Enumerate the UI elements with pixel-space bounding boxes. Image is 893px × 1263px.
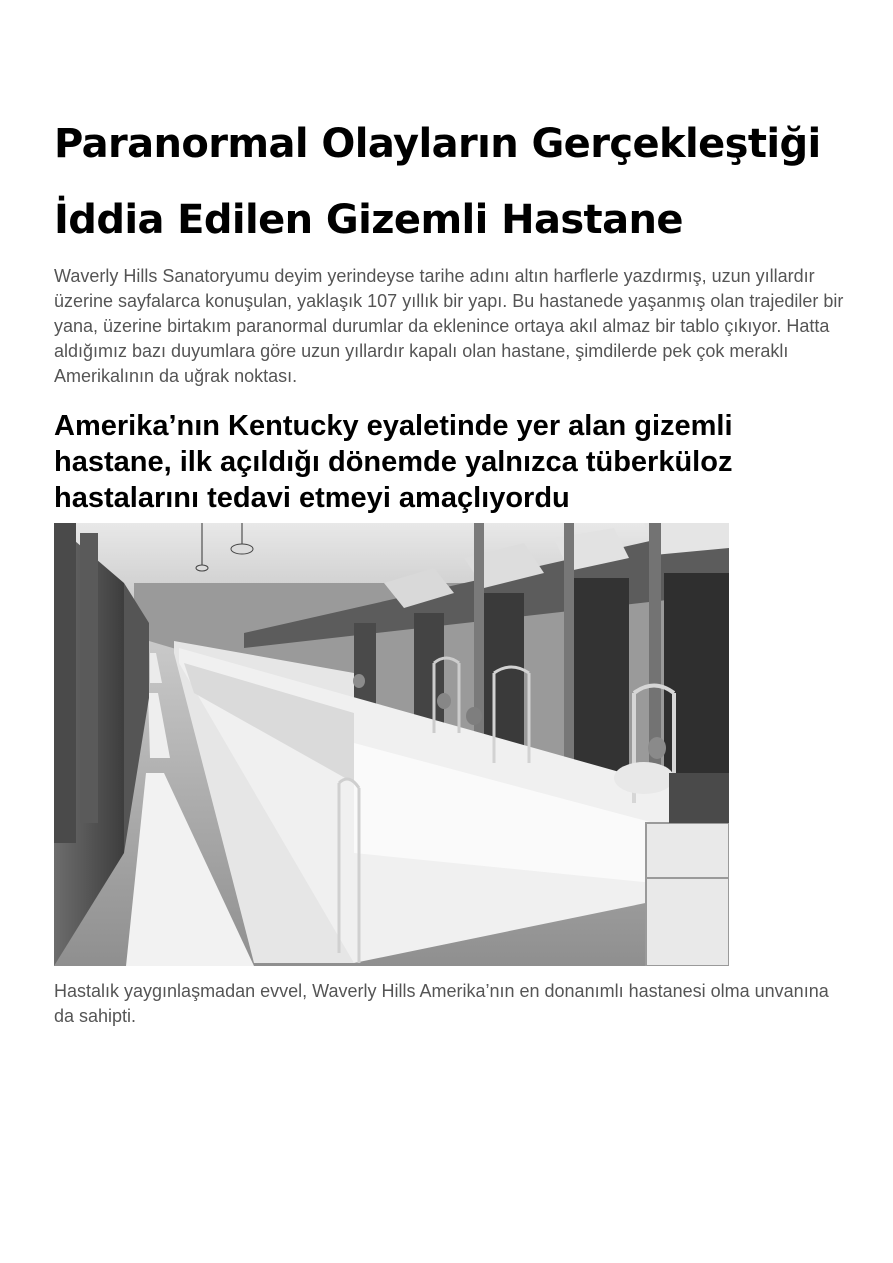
hospital-ward-photo [54, 523, 729, 966]
article-title-line: Paranormal Olayların Gerçekleştiği [54, 121, 821, 167]
article-subheading: Amerika’nın Kentucky eyaletinde yer alan gizemli hastane, ilk açıldığı dönemde yalnızca tüberküloz hastalarını tedavi etmeyi amaçlıyordu [54, 410, 733, 514]
article-lead-paragraph: Waverly Hills Sanatoryumu deyim yerindeyse tarihe adını altın harflerle yazdırmış, uzun yıllardır üzerine sayfalarca konuşulan, yaklaşık 107 yıllık bir yapı. Bu hastanede yaşanmış olan trajediler bir yana, üzerine birtakım paranormal durumlar da eklenince ortaya akıl almaz bir tablo çıkıyor. Hatta aldığımız bazı duyumlara göre uzun yıllardır kapalı olan hastane, şimdilerde pek çok meraklı Amerikalının da uğrak noktası. [54, 266, 844, 386]
article [54, 112, 844, 1029]
photo-caption: Hastalık yaygınlaşmadan evvel, Waverly Hills Amerika’nın en donanımlı hastanesi olma unvanına da sahipti. [54, 981, 829, 1026]
article-title-line: İddia Edilen Gizemli Hastane [54, 197, 683, 243]
article-title [54, 112, 844, 244]
